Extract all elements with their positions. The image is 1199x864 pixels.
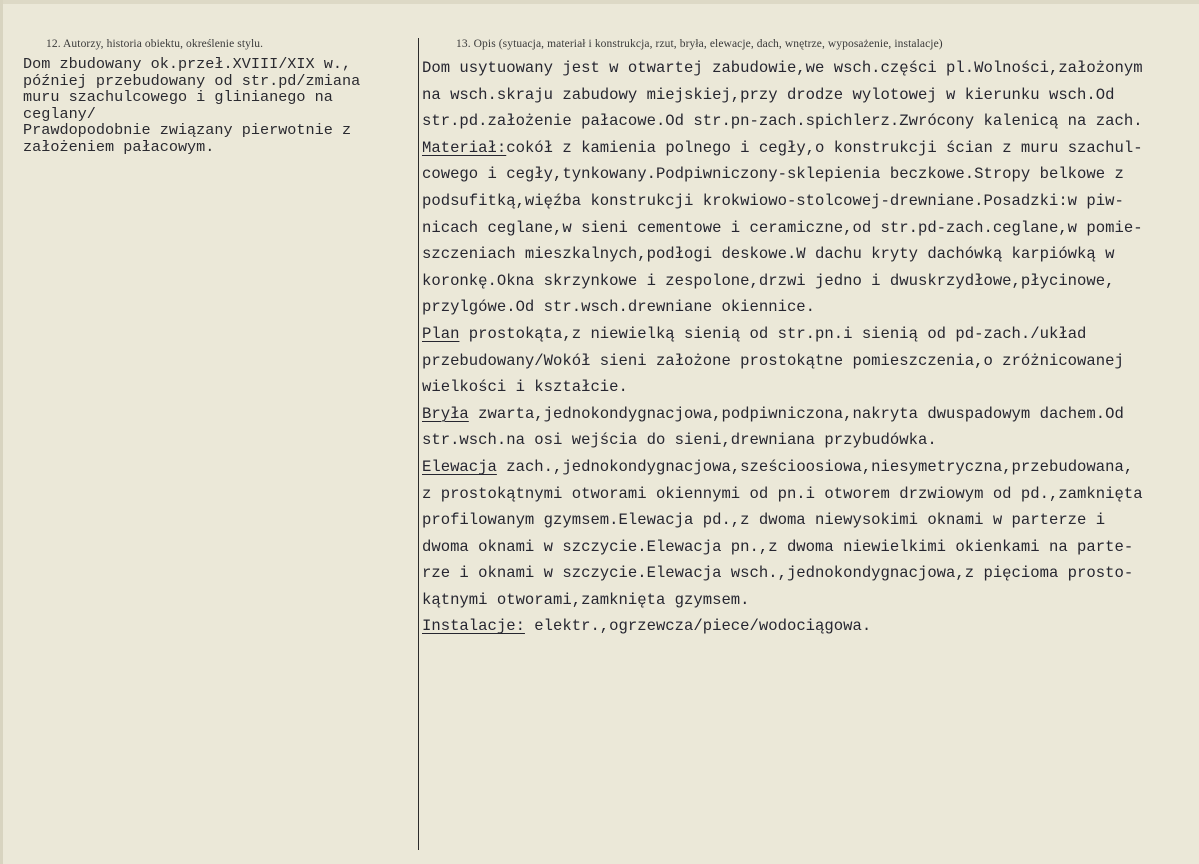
description-line-text: przebudowany/Wokół sieni założone prostokątne pomieszczenia,o zróżnicowanej [422, 351, 1124, 370]
description-line [422, 507, 1198, 534]
card-left-edge [0, 0, 3, 864]
description-line-text: podsufitką,więźba konstrukcji krokwiowo-stolcowej-drewniane.Posadzki:w piw- [422, 191, 1124, 210]
description-line [422, 108, 1198, 135]
field-13-label: 13. Opis (sytuacja, materiał i konstrukcja, rzut, bryła, elewacje, dach, wnętrze, wyposażenie, instalacje) [456, 38, 943, 50]
column-divider [418, 38, 419, 850]
history-text [23, 56, 413, 156]
card-top-edge [0, 0, 1199, 4]
description-line-text: kątnymi otworami,zamknięta gzymsem. [422, 590, 750, 609]
description-line-text: str.pd.założenie pałacowe.Od str.pn-zach.spichlerz.Zwrócony kalenicą na zach. [422, 112, 1143, 131]
history-line: Dom zbudowany ok.przeł.XVIII/XIX w., [23, 55, 352, 73]
description-line-text: Dom usytuowany jest w otwartej zabudowie,we wsch.części pl.Wolności,założonym [422, 59, 1143, 77]
description-line-text: przylgówe.Od str.wsch.drewniane okiennice. [422, 298, 816, 317]
description-line [422, 161, 1198, 188]
description-line-text: szczeniach mieszkalnych,podłogi deskowe.W dachu kryty dachówką karpiówką w [422, 245, 1115, 264]
description-line-text: prostokąta,z niewielką sienią od str.pn.i sienią od pd-zach./układ [459, 324, 1087, 343]
description-line-text: nicach ceglane,w sieni cementowe i ceramiczne,od str.pd-zach.ceglane,w pomie- [422, 218, 1143, 237]
section-heading: Bryła [422, 404, 469, 423]
description-line-text: wielkości i kształcie. [422, 378, 628, 397]
description-line-text: rze i oknami w szczycie.Elewacja wsch.,jednokondygnacjowa,z pięcioma prosto- [422, 564, 1134, 583]
description-line [422, 348, 1198, 375]
description-line [422, 135, 1198, 162]
description-line [422, 454, 1198, 481]
description-line-text: cokół z kamienia polnego i cegły,o konstrukcji ścian z muru szachul- [506, 138, 1143, 157]
description-line-text: cowego i cegły,tynkowany.Podpiwniczony-sklepienia beczkowe.Stropy belkowe z [422, 165, 1124, 184]
description-line [422, 55, 1198, 82]
description-line [422, 241, 1198, 268]
section-heading: Elewacja [422, 457, 497, 476]
description-line [422, 401, 1198, 428]
field-12-label: 12. Autorzy, historia obiektu, określenie stylu. [46, 38, 264, 50]
description-line-text: profilowanym gzymsem.Elewacja pd.,z dwoma niewysokimi oknami w parterze i [422, 511, 1106, 530]
history-line: muru szachulcowego i glinianego na [23, 88, 333, 107]
description-line [422, 268, 1198, 295]
description-line [422, 427, 1198, 454]
description-line [422, 374, 1198, 401]
description-line-text: z prostokątnymi otworami okiennymi od pn.i otworem drzwiowym od pd.,zamknięta [422, 484, 1143, 503]
description-text [422, 55, 1198, 640]
description-line-text: str.wsch.na osi wejścia do sieni,drewniana przybudówka. [422, 431, 937, 450]
description-line-text: elektr.,ogrzewcza/piece/wodociągowa. [524, 617, 872, 636]
history-line: założeniem pałacowym. [23, 137, 215, 156]
description-line-text: zwarta,jednokondygnacjowa,podpiwniczona,nakryta dwuspadowym dachem.Od [468, 404, 1124, 423]
section-heading: Instalacje: [422, 617, 525, 636]
description-line [422, 294, 1198, 321]
description-line [422, 321, 1198, 348]
description-line-text: zach.,jednokondygnacjowa,sześcioosiowa,niesymetryczna,przebudowana, [496, 457, 1134, 476]
description-line-text: dwoma oknami w szczycie.Elewacja pn.,z dwoma niewielkimi okienkami na parte- [422, 537, 1134, 556]
history-line: ceglany/ [23, 104, 96, 123]
description-line [422, 613, 1198, 640]
history-line: później przebudowany od str.pd/zmiana [23, 71, 361, 90]
description-line [422, 215, 1198, 242]
description-line [422, 82, 1198, 109]
description-line [422, 534, 1198, 561]
description-line [422, 188, 1198, 215]
description-line-text: koronkę.Okna skrzynkowe i zespolone,drzwi jedno i dwuskrzydłowe,płycinowe, [422, 271, 1115, 290]
description-line [422, 587, 1198, 614]
section-heading: Materiał: [422, 138, 507, 157]
section-heading: Plan [422, 324, 460, 343]
description-line-text: na wsch.skraju zabudowy miejskiej,przy drodze wylotowej w kierunku wsch.Od [422, 85, 1115, 104]
description-line [422, 560, 1198, 587]
description-line [422, 481, 1198, 508]
history-line: Prawdopodobnie związany pierwotnie z [23, 121, 352, 140]
